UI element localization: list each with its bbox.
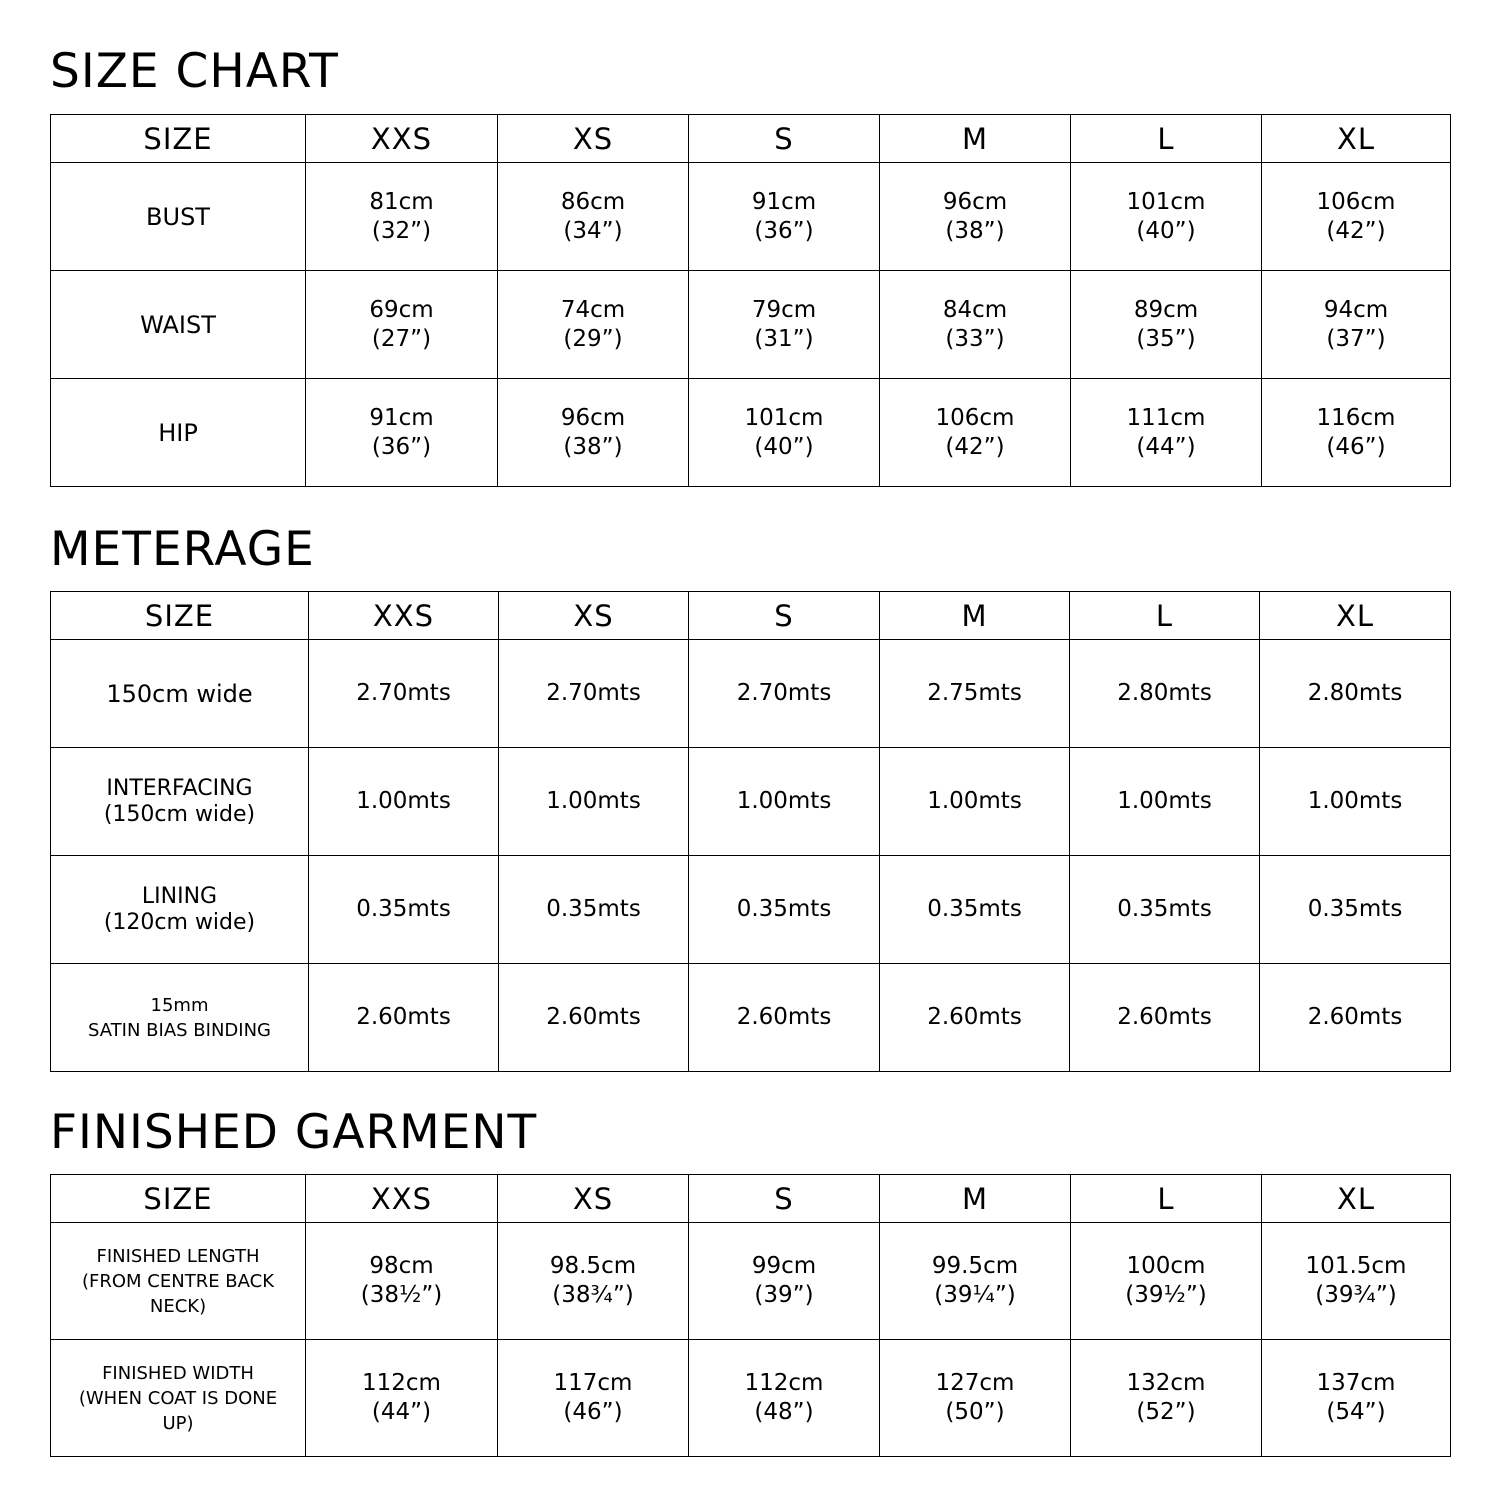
imperial-value: (33”) (945, 325, 1005, 352)
metric-value: 2.60mts (927, 1004, 1022, 1030)
value-cell (309, 856, 499, 964)
column-header-l: L (1071, 1175, 1262, 1223)
metric-value: 1.00mts (546, 788, 641, 814)
row-label (51, 271, 306, 379)
metric-value: 0.35mts (736, 896, 832, 922)
column-header-xl: XL (1262, 115, 1451, 163)
value-cell (1070, 748, 1260, 856)
metric-value: 69cm (369, 296, 434, 323)
metric-value: 1.00mts (1117, 788, 1212, 814)
metric-value: 101cm (1126, 188, 1206, 215)
row-label-line: NECK) (149, 1295, 207, 1317)
imperial-value: (42”) (945, 433, 1005, 460)
metric-value: 1.00mts (1307, 788, 1403, 814)
row-label (51, 1340, 306, 1457)
row-label-line: FINISHED LENGTH (96, 1245, 260, 1267)
row-label-line: SATIN BIAS BINDING (88, 1019, 271, 1041)
metric-value: 0.35mts (356, 896, 451, 922)
column-header-size: SIZE (51, 1175, 306, 1223)
imperial-value: (38½”) (360, 1282, 443, 1308)
metric-value: 84cm (942, 296, 1008, 323)
value-cell (1262, 163, 1451, 271)
column-header-m: M (880, 115, 1071, 163)
row-label-line: HIP (158, 418, 198, 447)
metric-value: 137cm (1316, 1370, 1396, 1396)
value-cell (499, 748, 689, 856)
imperial-value: (39¾”) (1315, 1282, 1397, 1308)
imperial-value: (46”) (563, 1399, 623, 1425)
value-cell (880, 640, 1070, 748)
value-cell (689, 1223, 880, 1340)
row-label-line: (120cm wide) (103, 909, 256, 935)
size-chart-table (50, 114, 1451, 487)
metric-value: 94cm (1323, 296, 1389, 323)
imperial-value: (54”) (1326, 1399, 1386, 1425)
metric-value: 2.75mts (927, 680, 1022, 706)
value-cell (498, 379, 689, 487)
value-cell (689, 964, 880, 1072)
value-cell (499, 856, 689, 964)
value-cell (309, 640, 499, 748)
imperial-value: (39¼”) (934, 1282, 1016, 1308)
row-label-line: (150cm wide) (103, 801, 256, 827)
value-cell (689, 640, 880, 748)
table-row (51, 964, 1451, 1072)
row-label-line: BUST (146, 202, 210, 231)
value-cell (689, 748, 880, 856)
metric-value: 2.70mts (356, 680, 451, 706)
metric-value: 99cm (751, 1253, 817, 1279)
metric-value: 106cm (1316, 188, 1396, 215)
value-cell (1071, 1223, 1262, 1340)
metric-value: 132cm (1126, 1370, 1206, 1396)
value-cell (880, 856, 1070, 964)
finished-garment-title: FINISHED GARMENT (50, 1105, 538, 1160)
metric-value: 98.5cm (549, 1253, 637, 1279)
metric-value: 86cm (560, 188, 626, 215)
value-cell (1262, 1340, 1451, 1457)
row-label-line: WAIST (140, 310, 216, 339)
value-cell (1070, 640, 1260, 748)
table-row (51, 748, 1451, 856)
metric-value: 0.35mts (546, 896, 641, 922)
metric-value: 117cm (553, 1370, 633, 1396)
column-header-s: S (689, 115, 880, 163)
metric-value: 89cm (1133, 296, 1199, 323)
metric-value: 116cm (1316, 404, 1396, 431)
metric-value: 2.80mts (1117, 680, 1212, 706)
value-cell (306, 271, 498, 379)
row-label-line: UP) (162, 1412, 194, 1434)
value-cell (689, 271, 880, 379)
row-label (51, 964, 309, 1072)
table-row (51, 379, 1451, 487)
value-cell (880, 964, 1070, 1072)
imperial-value: (42”) (1326, 217, 1386, 244)
header-row (51, 115, 1451, 163)
meterage-table (50, 591, 1451, 1072)
imperial-value: (52”) (1136, 1399, 1196, 1425)
column-header-size: SIZE (51, 592, 309, 640)
imperial-value: (35”) (1136, 325, 1196, 352)
metric-value: 0.35mts (927, 896, 1022, 922)
imperial-value: (36”) (754, 217, 814, 244)
value-cell (689, 379, 880, 487)
value-cell (498, 1340, 689, 1457)
imperial-value: (38”) (563, 433, 623, 460)
imperial-value: (48”) (754, 1399, 814, 1425)
column-header-s: S (689, 592, 880, 640)
column-header-xxs: XXS (306, 115, 498, 163)
value-cell (880, 163, 1071, 271)
imperial-value: (38¾”) (552, 1282, 634, 1308)
value-cell (306, 163, 498, 271)
value-cell (880, 1223, 1071, 1340)
metric-value: 112cm (362, 1370, 441, 1396)
metric-value: 101.5cm (1305, 1253, 1407, 1279)
table-row (51, 640, 1451, 748)
metric-value: 91cm (369, 404, 434, 431)
metric-value: 101cm (744, 404, 824, 431)
value-cell (1262, 1223, 1451, 1340)
imperial-value: (37”) (1326, 325, 1386, 352)
metric-value: 2.60mts (546, 1004, 641, 1030)
row-label-line: FINISHED WIDTH (102, 1362, 254, 1384)
imperial-value: (38”) (945, 217, 1005, 244)
row-label (51, 856, 309, 964)
metric-value: 0.35mts (1117, 896, 1212, 922)
row-label-line: LINING (141, 883, 218, 909)
value-cell (880, 271, 1071, 379)
column-header-xs: XS (498, 115, 689, 163)
metric-value: 2.60mts (356, 1004, 451, 1030)
metric-value: 127cm (935, 1370, 1015, 1396)
value-cell (499, 640, 689, 748)
imperial-value: (46”) (1326, 433, 1386, 460)
row-label-line: (FROM CENTRE BACK (81, 1270, 275, 1292)
value-cell (880, 379, 1071, 487)
metric-value: 81cm (369, 188, 434, 215)
header-row (51, 1175, 1451, 1223)
value-cell (1070, 964, 1260, 1072)
column-header-xl: XL (1262, 1175, 1451, 1223)
value-cell (1071, 1340, 1262, 1457)
value-cell (1260, 640, 1451, 748)
metric-value: 2.80mts (1307, 680, 1403, 706)
row-label-line: INTERFACING (106, 775, 253, 801)
value-cell (689, 163, 880, 271)
value-cell (309, 964, 499, 1072)
meterage-title: METERAGE (50, 522, 315, 577)
column-header-s: S (689, 1175, 880, 1223)
value-cell (1071, 271, 1262, 379)
imperial-value: (31”) (754, 325, 814, 352)
imperial-value: (40”) (754, 433, 814, 460)
metric-value: 106cm (935, 404, 1015, 431)
value-cell (499, 964, 689, 1072)
metric-value: 1.00mts (736, 788, 832, 814)
metric-value: 0.35mts (1307, 896, 1403, 922)
value-cell (1071, 379, 1262, 487)
column-header-xs: XS (499, 592, 689, 640)
imperial-value: (27”) (371, 325, 432, 352)
imperial-value: (34”) (563, 217, 623, 244)
imperial-value: (36”) (371, 433, 432, 460)
column-header-l: L (1070, 592, 1260, 640)
row-label-line: 150cm wide (106, 679, 253, 708)
value-cell (1070, 856, 1260, 964)
row-label-line: (WHEN COAT IS DONE (78, 1387, 278, 1409)
value-cell (309, 748, 499, 856)
column-header-m: M (880, 592, 1070, 640)
value-cell (1260, 856, 1451, 964)
metric-value: 1.00mts (927, 788, 1022, 814)
imperial-value: (39½”) (1125, 1282, 1207, 1308)
table-row (51, 856, 1451, 964)
value-cell (306, 379, 498, 487)
value-cell (1262, 379, 1451, 487)
finished-garment-table (50, 1174, 1451, 1457)
metric-value: 2.70mts (546, 680, 641, 706)
imperial-value: (39”) (754, 1282, 814, 1308)
column-header-xs: XS (498, 1175, 689, 1223)
value-cell (1260, 964, 1451, 1072)
imperial-value: (44”) (371, 1399, 432, 1425)
imperial-value: (50”) (945, 1399, 1005, 1425)
value-cell (880, 748, 1070, 856)
metric-value: 91cm (751, 188, 817, 215)
metric-value: 98cm (369, 1253, 434, 1279)
imperial-value: (44”) (1136, 433, 1196, 460)
row-label (51, 163, 306, 271)
column-header-xxs: XXS (306, 1175, 498, 1223)
table-row (51, 1340, 1451, 1457)
row-label-line: 15mm (150, 994, 209, 1016)
imperial-value: (32”) (371, 217, 432, 244)
column-header-xl: XL (1260, 592, 1451, 640)
metric-value: 79cm (751, 296, 817, 323)
metric-value: 96cm (942, 188, 1008, 215)
value-cell (1071, 163, 1262, 271)
value-cell (306, 1340, 498, 1457)
metric-value: 96cm (560, 404, 626, 431)
value-cell (306, 1223, 498, 1340)
value-cell (498, 271, 689, 379)
row-label (51, 1223, 306, 1340)
metric-value: 112cm (744, 1370, 824, 1396)
row-label (51, 748, 309, 856)
value-cell (689, 1340, 880, 1457)
metric-value: 2.60mts (1307, 1004, 1403, 1030)
metric-value: 2.60mts (736, 1004, 832, 1030)
value-cell (1260, 748, 1451, 856)
table-row (51, 163, 1451, 271)
metric-value: 111cm (1126, 404, 1206, 431)
column-header-m: M (880, 1175, 1071, 1223)
table-row (51, 1223, 1451, 1340)
imperial-value: (29”) (563, 325, 623, 352)
metric-value: 100cm (1126, 1253, 1206, 1279)
metric-value: 99.5cm (931, 1253, 1019, 1279)
column-header-xxs: XXS (309, 592, 499, 640)
value-cell (689, 856, 880, 964)
size-chart-title: SIZE CHART (50, 44, 339, 99)
metric-value: 2.70mts (736, 680, 832, 706)
value-cell (498, 163, 689, 271)
imperial-value: (40”) (1136, 217, 1196, 244)
metric-value: 74cm (560, 296, 626, 323)
metric-value: 1.00mts (356, 788, 451, 814)
row-label (51, 379, 306, 487)
value-cell (1262, 271, 1451, 379)
header-row (51, 592, 1451, 640)
value-cell (498, 1223, 689, 1340)
column-header-size: SIZE (51, 115, 306, 163)
table-row (51, 271, 1451, 379)
value-cell (880, 1340, 1071, 1457)
column-header-l: L (1071, 115, 1262, 163)
row-label (51, 640, 309, 748)
metric-value: 2.60mts (1117, 1004, 1212, 1030)
